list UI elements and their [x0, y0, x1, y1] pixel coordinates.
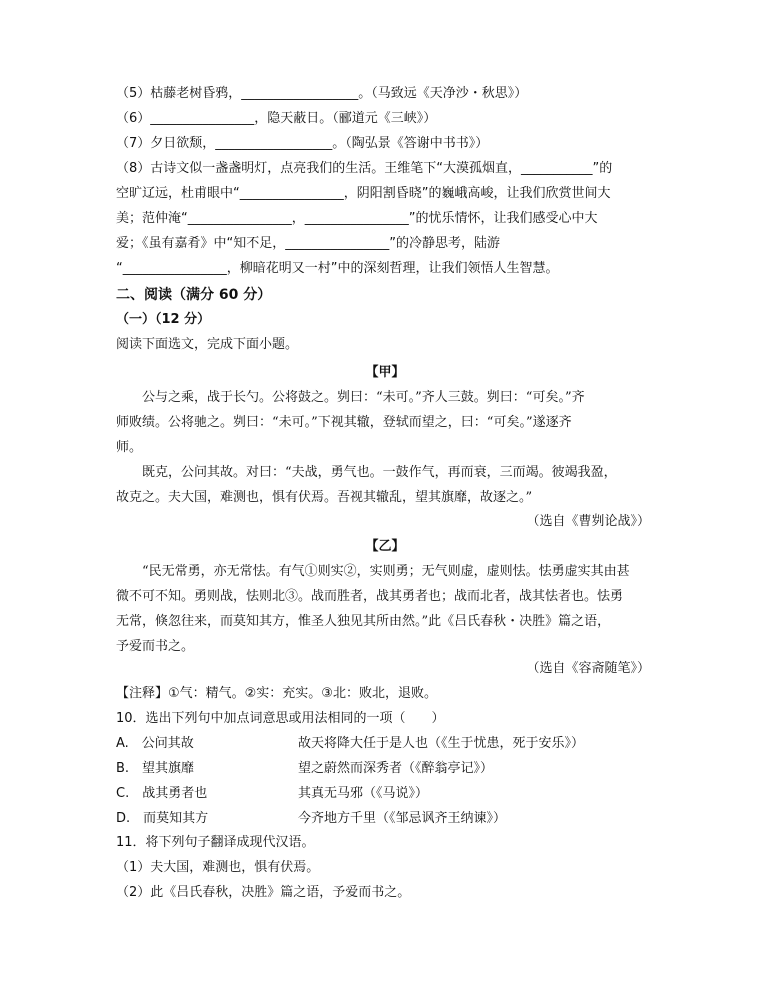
passage-jia-line: 既克，公问其故。对曰：“夫战，勇气也。一鼓作气，再而衰，三而竭。彼竭我盈，: [142, 465, 617, 480]
question-11-item: （1）夫大国，难测也，惧有伏焉。: [116, 860, 320, 875]
passage-yi-heading: 【乙】: [365, 539, 405, 554]
question-10-option-b: B. 望其旗靡: [116, 761, 195, 776]
fill-in-line: （8）古诗文似一盏盏明灯，点亮我们的生活。王维笔下“大漠孤烟直，___________”的: [116, 161, 613, 176]
sub-title: （一）（12 分）: [116, 312, 211, 327]
passage-yi-source: （选自《容斋随笔》）: [526, 661, 650, 676]
passage-jia-line: 师败绩。公将驰之。刿曰：“未可。”下视其辙，登轼而望之，曰：“可矣。”遂逐齐: [116, 415, 572, 430]
question-11-item: （2）此《吕氏春秋，决胜》篇之语，予爱而书之。: [116, 885, 411, 900]
fill-in-line: 空旷辽远，杜甫眼中“________________，阴阳割昏晓”的巍峨高峻，让我们欣赏世间大: [116, 186, 611, 201]
passage-jia-source: （选自《曹刿论战》）: [526, 514, 650, 529]
passage-yi-line: 无常，倏忽往来，而莫知其方，惟圣人独见其所由然。”此《吕氏春秋・决胜》篇之语，: [116, 614, 611, 629]
question-10-option-b-compare: 望之蔚然而深秀者（《醉翁亭记》）: [298, 761, 494, 776]
question-10-option-c: C. 战其勇者也: [116, 786, 208, 801]
annotation-notes: 【注释】①气：精气。②实：充实。③北：败北，退败。: [116, 686, 437, 701]
question-10-option-d: D. 而莫知其方: [116, 811, 209, 826]
question-11-stem: 11．将下列句子翻译成现代汉语。: [116, 835, 315, 850]
question-10-option-a-compare: 故天将降大任于是人也（《生于忧患，死于安乐》）: [298, 736, 585, 751]
instruction: 阅读下面选文，完成下面小题。: [116, 337, 299, 352]
fill-in-line: （7）夕日欲颓，__________________。（陶弘景《答谢中书书》）: [116, 136, 489, 151]
passage-yi-line: 予爱而书之。: [116, 639, 195, 654]
fill-in-line: 爱；《虽有嘉肴》中“知不足，________________”的冷静思考，陆游: [116, 236, 500, 251]
fill-in-line: 美；范仲淹“________________，________________”的忧乐情怀，让我们感受心中大: [116, 211, 598, 226]
section-title: 二、阅读（满分 60 分）: [116, 287, 272, 303]
question-10-option-c-compare: 其真无马邪（《马说》）: [298, 786, 429, 801]
passage-jia-heading: 【甲】: [365, 365, 405, 380]
fill-in-line: （5）枯藤老树昏鸦，__________________。（马致远《天净沙・秋思》）: [116, 86, 528, 101]
passage-jia-line: 公与之乘，战于长勺。公将鼓之。刿曰：“未可。”齐人三鼓。刿曰：“可矣。”齐: [142, 390, 585, 405]
passage-jia-line: 故克之。夫大国，难测也，惧有伏焉。吾视其辙乱，望其旗靡，故逐之。”: [116, 490, 533, 505]
fill-in-line: “________________，柳暗花明又一村”中的深刻哲理，让我们领悟人生智慧。: [116, 261, 559, 276]
question-10-option-d-compare: 今齐地方千里（《邹忌讽齐王纳谏》）: [298, 811, 507, 826]
passage-yi-line: 微不可不知。勇则战，怯则北③。战而胜者，战其勇者也；战而北者，战其怯者也。怯勇: [116, 589, 624, 604]
fill-in-line: （6）________________，隐天蔽日。（郦道元《三峡》）: [116, 111, 437, 126]
passage-jia-line: 师。: [116, 440, 143, 455]
question-10-option-a: A. 公问其故: [116, 736, 194, 751]
passage-yi-line: “民无常勇，亦无常怯。有气①则实②，实则勇；无气则虚，虚则怯。怯勇虚实其由甚: [142, 564, 630, 579]
question-10-stem: 10．选出下列句中加点词意思或用法相同的一项（ ）: [116, 711, 445, 726]
